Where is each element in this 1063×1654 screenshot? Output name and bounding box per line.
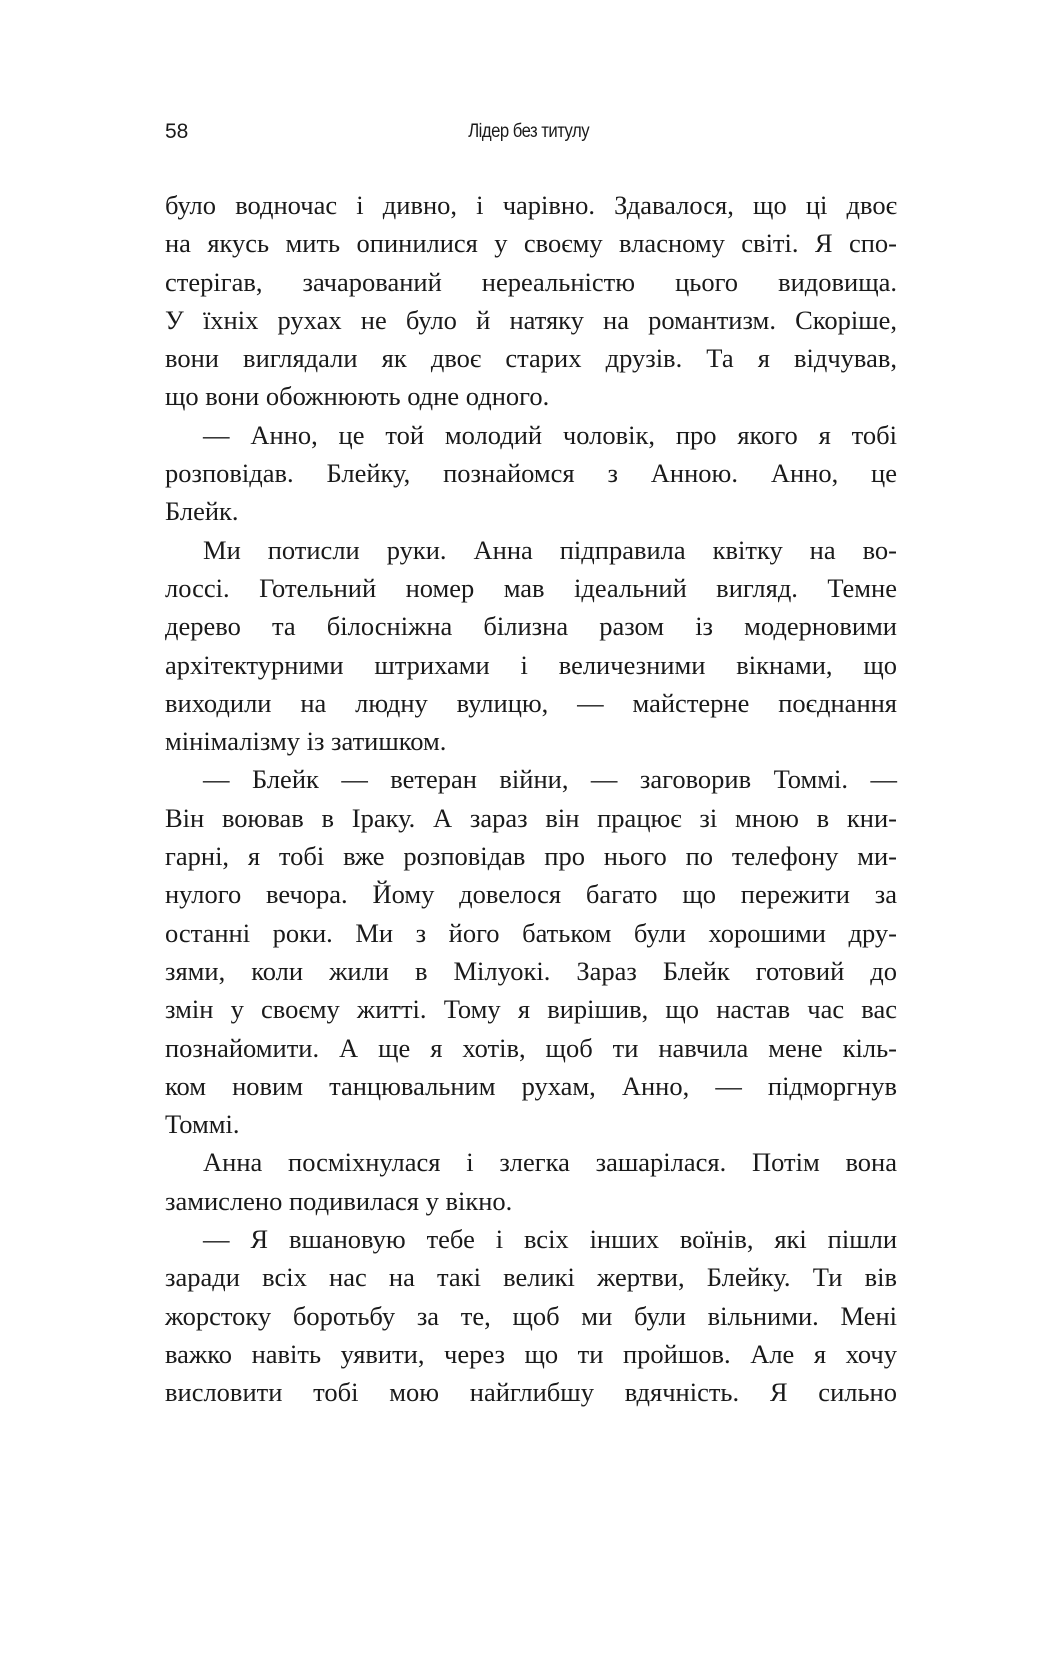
paragraph xyxy=(165,416,897,531)
text-line: познайомити. А ще я хотів, щоб ти навчила мене кіль- xyxy=(165,1032,897,1063)
text-line: висловити тобі мою найглибшу вдячність. Я сильно xyxy=(165,1377,897,1408)
text-line: жорстоку боротьбу за те, щоб ми були вільними. Мені xyxy=(165,1300,897,1331)
text-line: Анна посміхнулася і злегка зашарілася. Потім вона xyxy=(203,1147,897,1178)
text-line: на якусь мить опинилися у своєму власному світі. Я спо- xyxy=(165,228,897,259)
text-line: Томмі. xyxy=(165,1109,240,1140)
text-line: дерево та білосніжна білизна разом із модерновими xyxy=(165,611,897,642)
paragraph xyxy=(165,1220,897,1411)
text-line: гарні, я тобі вже розповідав про нього по телефону ми- xyxy=(165,841,897,872)
text-line: що вони обожнюють одне одного. xyxy=(165,381,550,412)
running-title xyxy=(0,121,1063,143)
paragraph xyxy=(165,760,897,1143)
text-line: Він воював в Іраку. А зараз він працює зі мною в кни- xyxy=(165,802,897,833)
text-line: замислено подивилася у вікно. xyxy=(165,1185,513,1216)
paragraph xyxy=(165,531,897,761)
running-title-text: Лідер без титулу xyxy=(468,121,589,142)
text-line: ком новим танцювальним рухам, Анно, — підморгнув xyxy=(165,1070,897,1101)
text-line: лоссі. Готельний номер мав ідеальний вигляд. Темне xyxy=(165,572,897,603)
paragraph xyxy=(165,1143,897,1220)
text-line: — Блейк — ветеран війни, — заговорив Томмі. — xyxy=(203,764,897,795)
body-text xyxy=(165,186,897,1412)
text-line: Блейк. xyxy=(165,496,239,527)
text-line: мінімалізму із затишком. xyxy=(165,726,447,757)
text-line: зями, коли жили в Мілуокі. Зараз Блейк готовий до xyxy=(165,955,897,986)
text-line: вони виглядали як двоє старих друзів. Та я відчував, xyxy=(165,343,897,374)
text-line: заради всіх нас на такі великі жертви, Блейку. Ти вів xyxy=(165,1262,897,1293)
text-line: важко навіть уявити, через що ти пройшов. Але я хочу xyxy=(165,1338,897,1369)
text-line: останні роки. Ми з його батьком були хорошими дру- xyxy=(165,917,897,948)
text-line: У їхніх рухах не було й натяку на романтизм. Скоріше, xyxy=(165,304,897,335)
text-line: змін у своєму житті. Тому я вирішив, що настав час вас xyxy=(165,994,897,1025)
text-line: — Анно, це той молодий чоловік, про якого я тобі xyxy=(203,419,897,450)
text-line: виходили на людну вулицю, — майстерне поєднання xyxy=(165,687,897,718)
page-number: 58 xyxy=(165,120,189,143)
text-line: стерігав, зачарований нереальністю цього видовища. xyxy=(165,266,897,297)
text-line: було водночас і дивно, і чарівно. Здавалося, що ці двоє xyxy=(165,190,897,220)
paragraph xyxy=(165,186,897,416)
text-line: розповідав. Блейку, познайомся з Анною. Анно, це xyxy=(165,458,897,489)
text-line: — Я вшановую тебе і всіх інших воїнів, які пішли xyxy=(203,1224,897,1255)
text-line: нулого вечора. Йому довелося багато що пережити за xyxy=(165,879,897,910)
text-line: архітектурними штрихами і величезними вікнами, що xyxy=(165,649,897,680)
text-line: Ми потисли руки. Анна підправила квітку на во- xyxy=(203,534,897,565)
